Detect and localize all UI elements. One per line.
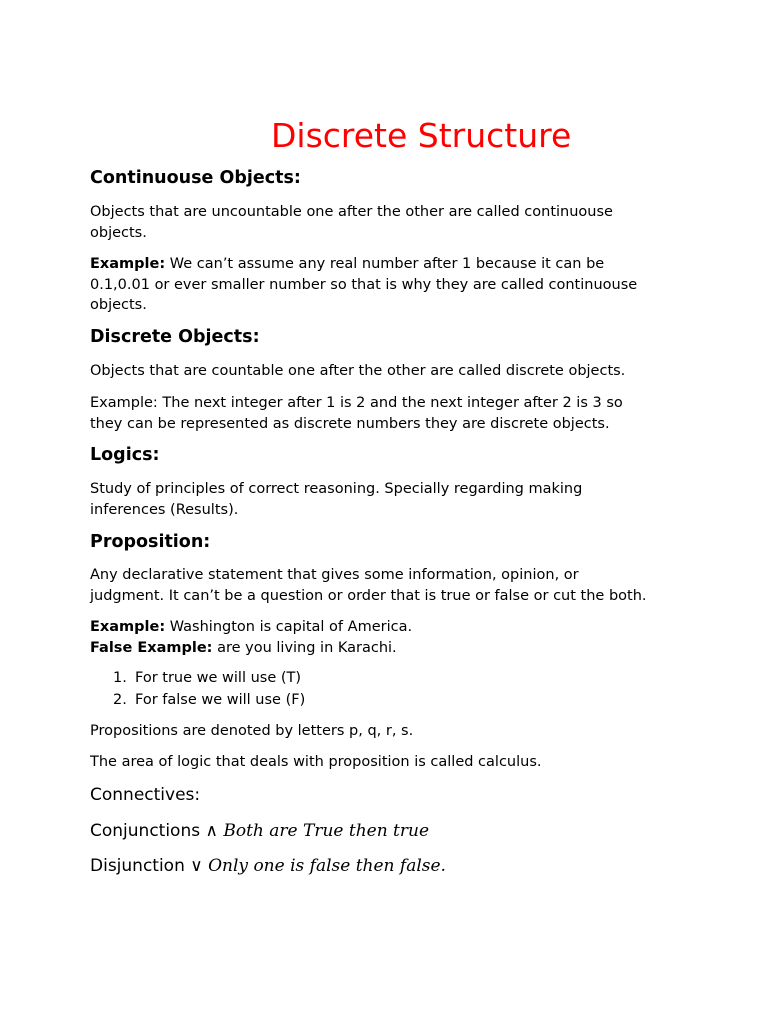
heading-connectives — [90, 783, 200, 807]
example-text: We can’t assume any real number after 1 because it can be — [165, 256, 605, 272]
text-line: Propositions are denoted by letters p, q, r, s. — [90, 723, 414, 739]
text-line: 0.1,0.01 or ever smaller number so that is why they are called continuouse — [90, 276, 638, 293]
list-number: 1. — [113, 670, 127, 686]
paragraph-discrete-definition — [90, 361, 690, 382]
text-line: Example: The next integer after 1 is 2 and the next integer after 2 is 3 so — [90, 395, 623, 411]
conjunction-label: Conjunctions ∧ — [90, 821, 224, 841]
paragraph-calculus — [90, 752, 690, 773]
heading-logics: Logics: — [90, 445, 160, 465]
list-number: 2. — [113, 692, 127, 708]
disjunction-label: Disjunction ∨ — [90, 856, 209, 876]
example-label: Example: — [90, 619, 166, 635]
text-line — [90, 638, 690, 659]
connectives-colon: : — [194, 785, 201, 805]
example-text: Washington is capital of America. — [165, 619, 413, 635]
list-text: For true we will use (T) — [135, 670, 302, 686]
text-line: objects. — [90, 224, 147, 241]
text-line — [90, 617, 690, 638]
heading-continuous-objects: Continuouse Objects: — [90, 168, 301, 188]
text-line: The area of logic that deals with proposition is called calculus. — [90, 754, 542, 770]
list-item — [113, 668, 301, 688]
conjunction-description: Both are True then true — [223, 821, 430, 841]
text-line: they can be represented as discrete numbers they are discrete objects. — [90, 415, 610, 432]
paragraph-propositions-denoted — [90, 721, 690, 742]
false-example-label: False Example: — [90, 639, 213, 656]
heading-discrete-objects: Discrete Objects: — [90, 327, 260, 347]
text-line — [90, 254, 690, 275]
text-line: Objects that are uncountable one after the other are called continuouse — [90, 204, 613, 220]
document-title: Discrete Structure — [271, 116, 572, 155]
paragraph-proposition-definition — [90, 565, 690, 606]
conjunction-line — [90, 819, 429, 843]
disjunction-line — [90, 854, 446, 878]
text-line: Objects that are countable one after the other are called discrete objects. — [90, 363, 626, 379]
paragraph-continuous-definition — [90, 202, 690, 243]
heading-proposition: Proposition: — [90, 532, 211, 552]
text-line: judgment. It can’t be a question or order that is true or false or cut the both. — [90, 587, 647, 604]
paragraph-continuous-example — [90, 254, 690, 316]
text-line: Study of principles of correct reasoning. Specially regarding making — [90, 481, 583, 497]
text-line: inferences (Results). — [90, 501, 239, 518]
connectives-label: Connectives — [90, 785, 195, 805]
disjunction-description: Only one is false then false. — [208, 856, 446, 876]
paragraph-logics — [90, 479, 690, 520]
paragraph-discrete-example — [90, 393, 690, 434]
text-line: Any declarative statement that gives some information, opinion, or — [90, 567, 579, 583]
list-text: For false we will use (F) — [135, 692, 306, 708]
list-item — [113, 690, 305, 710]
text-line: objects. — [90, 297, 147, 314]
example-label: Example: — [90, 256, 166, 272]
false-example-text: are you living in Karachi. — [212, 639, 397, 656]
paragraph-proposition-examples — [90, 617, 690, 658]
